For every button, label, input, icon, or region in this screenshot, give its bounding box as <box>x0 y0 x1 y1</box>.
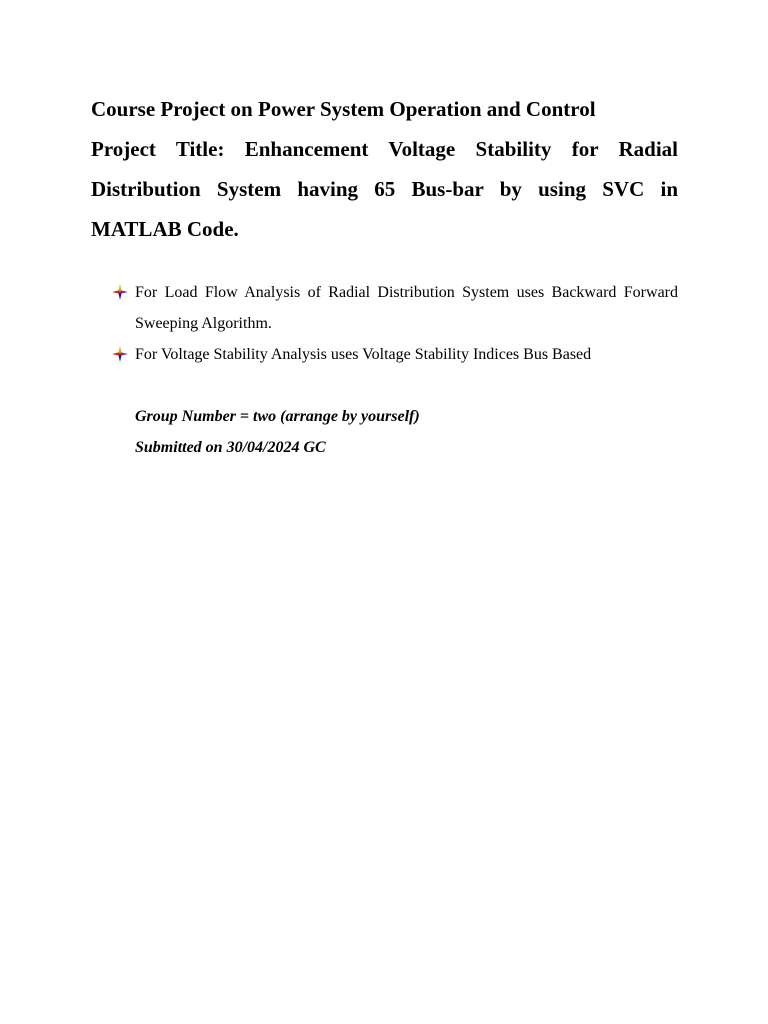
course-heading: Course Project on Power System Operation and Control <box>91 97 596 121</box>
submission-info <box>135 401 420 463</box>
heading-block <box>91 89 678 249</box>
four-point-star-bullet-icon <box>111 345 129 363</box>
project-title: Project Title: Enhancement Voltage Stability for Radial Distribution System having 65 Bus-bar by using SVC in MATLAB Code. <box>91 137 678 241</box>
bullet-text-load-flow: For Load Flow Analysis of Radial Distribution System uses Backward Forward Sweeping Algorithm. <box>135 284 678 332</box>
four-point-star-bullet-icon <box>111 283 129 301</box>
bullet-text-voltage-stability: For Voltage Stability Analysis uses Voltage Stability Indices Bus Based <box>135 346 592 363</box>
list-item <box>111 277 678 339</box>
submitted-date: Submitted on 30/04/2024 GC <box>135 439 326 456</box>
list-item <box>111 339 678 370</box>
bullet-list <box>111 277 678 370</box>
group-number: Group Number = two (arrange by yourself) <box>135 408 420 425</box>
